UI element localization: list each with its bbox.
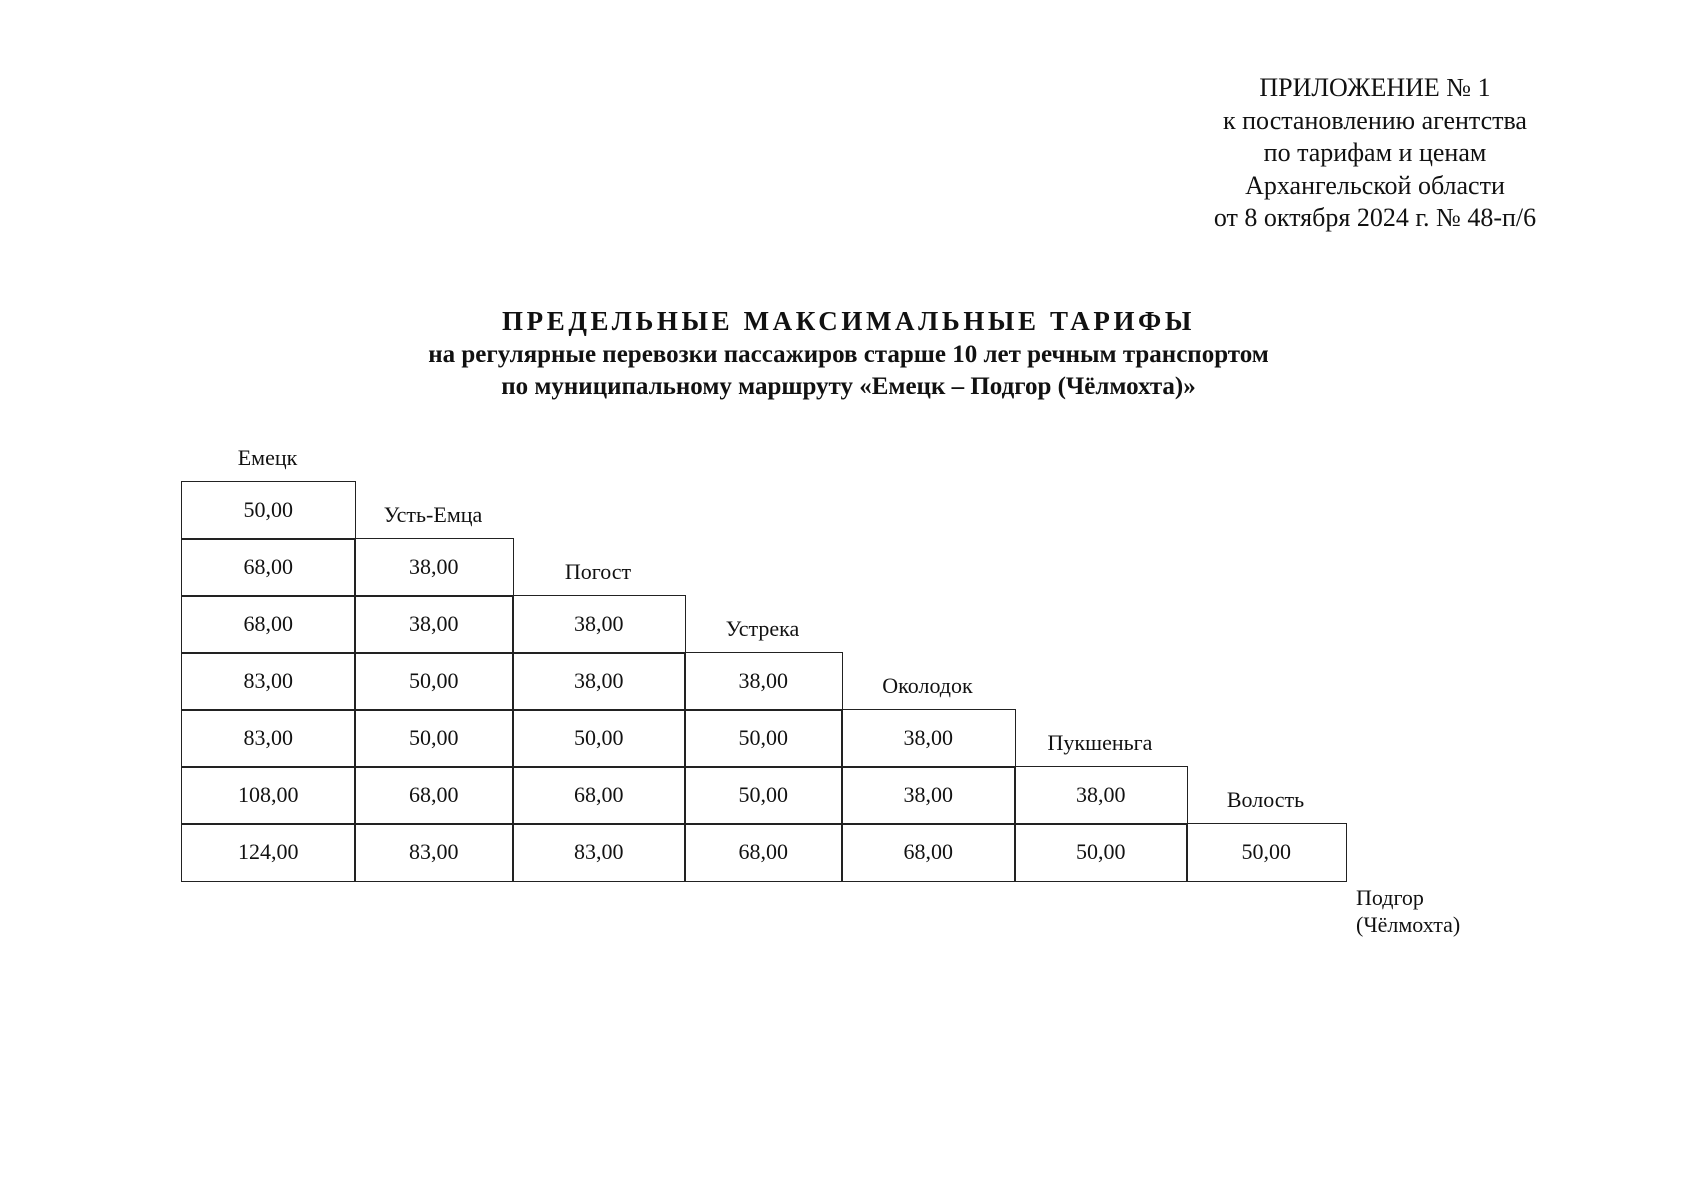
- tariff-cell: 68,00: [512, 766, 686, 825]
- appendix-ref-line: Архангельской области: [1245, 170, 1505, 200]
- tariff-cell: 50,00: [354, 652, 514, 711]
- appendix-ref-line: к постановлению агентства: [1223, 105, 1527, 135]
- tariff-cell: 50,00: [684, 766, 843, 825]
- tariff-cell: 38,00: [512, 652, 686, 711]
- stop-label: Устрека: [725, 616, 800, 641]
- tariff-cell: 68,00: [841, 823, 1016, 882]
- tariff-cell: 68,00: [181, 538, 356, 597]
- tariff-cell: 83,00: [181, 652, 356, 711]
- tariff-cell: 124,00: [181, 823, 356, 882]
- tariff-cell: 38,00: [841, 766, 1016, 825]
- tariff-cell: 83,00: [512, 823, 686, 882]
- title-route: по муниципальному маршруту «Емецк – Подгор (Чёлмохта)»: [501, 373, 1196, 400]
- appendix-ref-line: по тарифам и ценам: [1263, 138, 1487, 167]
- tariff-cell: 38,00: [841, 709, 1016, 768]
- stop-label: Емецк: [237, 445, 298, 470]
- stop-label: Погост: [564, 559, 632, 584]
- tariff-cell: 38,00: [354, 595, 514, 654]
- tariff-cell: 108,00: [181, 766, 356, 825]
- stop-label: Околодок: [882, 673, 973, 698]
- tariff-cell: 38,00: [1014, 766, 1188, 825]
- tariff-cell: 50,00: [1014, 823, 1188, 882]
- tariff-cell: 68,00: [684, 823, 843, 882]
- title-main: ПРЕДЕЛЬНЫЕ МАКСИМАЛЬНЫЕ ТАРИФЫ: [502, 306, 1195, 336]
- stop-label: Пукшеньга: [1047, 730, 1153, 755]
- appendix-date-line: от 8 октября 2024 г. № 48-п/6: [1213, 203, 1537, 232]
- tariff-cell: 38,00: [512, 595, 686, 654]
- title-subtitle: на регулярные перевозки пассажиров старше 10 лет речным транспортом: [428, 341, 1269, 368]
- tariff-cell: 38,00: [684, 652, 843, 711]
- appendix-number: ПРИЛОЖЕНИЕ № 1: [1259, 73, 1491, 102]
- stop-label: Усть-Емца: [383, 502, 483, 527]
- stop-label: Волость: [1226, 787, 1305, 812]
- stop-label: Подгор (Чёлмохта): [1356, 885, 1461, 937]
- tariff-cell: 50,00: [512, 709, 686, 768]
- tariff-cell: 83,00: [181, 709, 356, 768]
- tariff-cell: 50,00: [181, 481, 356, 540]
- tariff-cell: 50,00: [1186, 823, 1347, 882]
- tariff-cell: 68,00: [181, 595, 356, 654]
- tariff-cell: 38,00: [354, 538, 514, 597]
- tariff-cell: 50,00: [354, 709, 514, 768]
- tariff-cell: 68,00: [354, 766, 514, 825]
- tariff-cell: 50,00: [684, 709, 843, 768]
- tariff-cell: 83,00: [354, 823, 514, 882]
